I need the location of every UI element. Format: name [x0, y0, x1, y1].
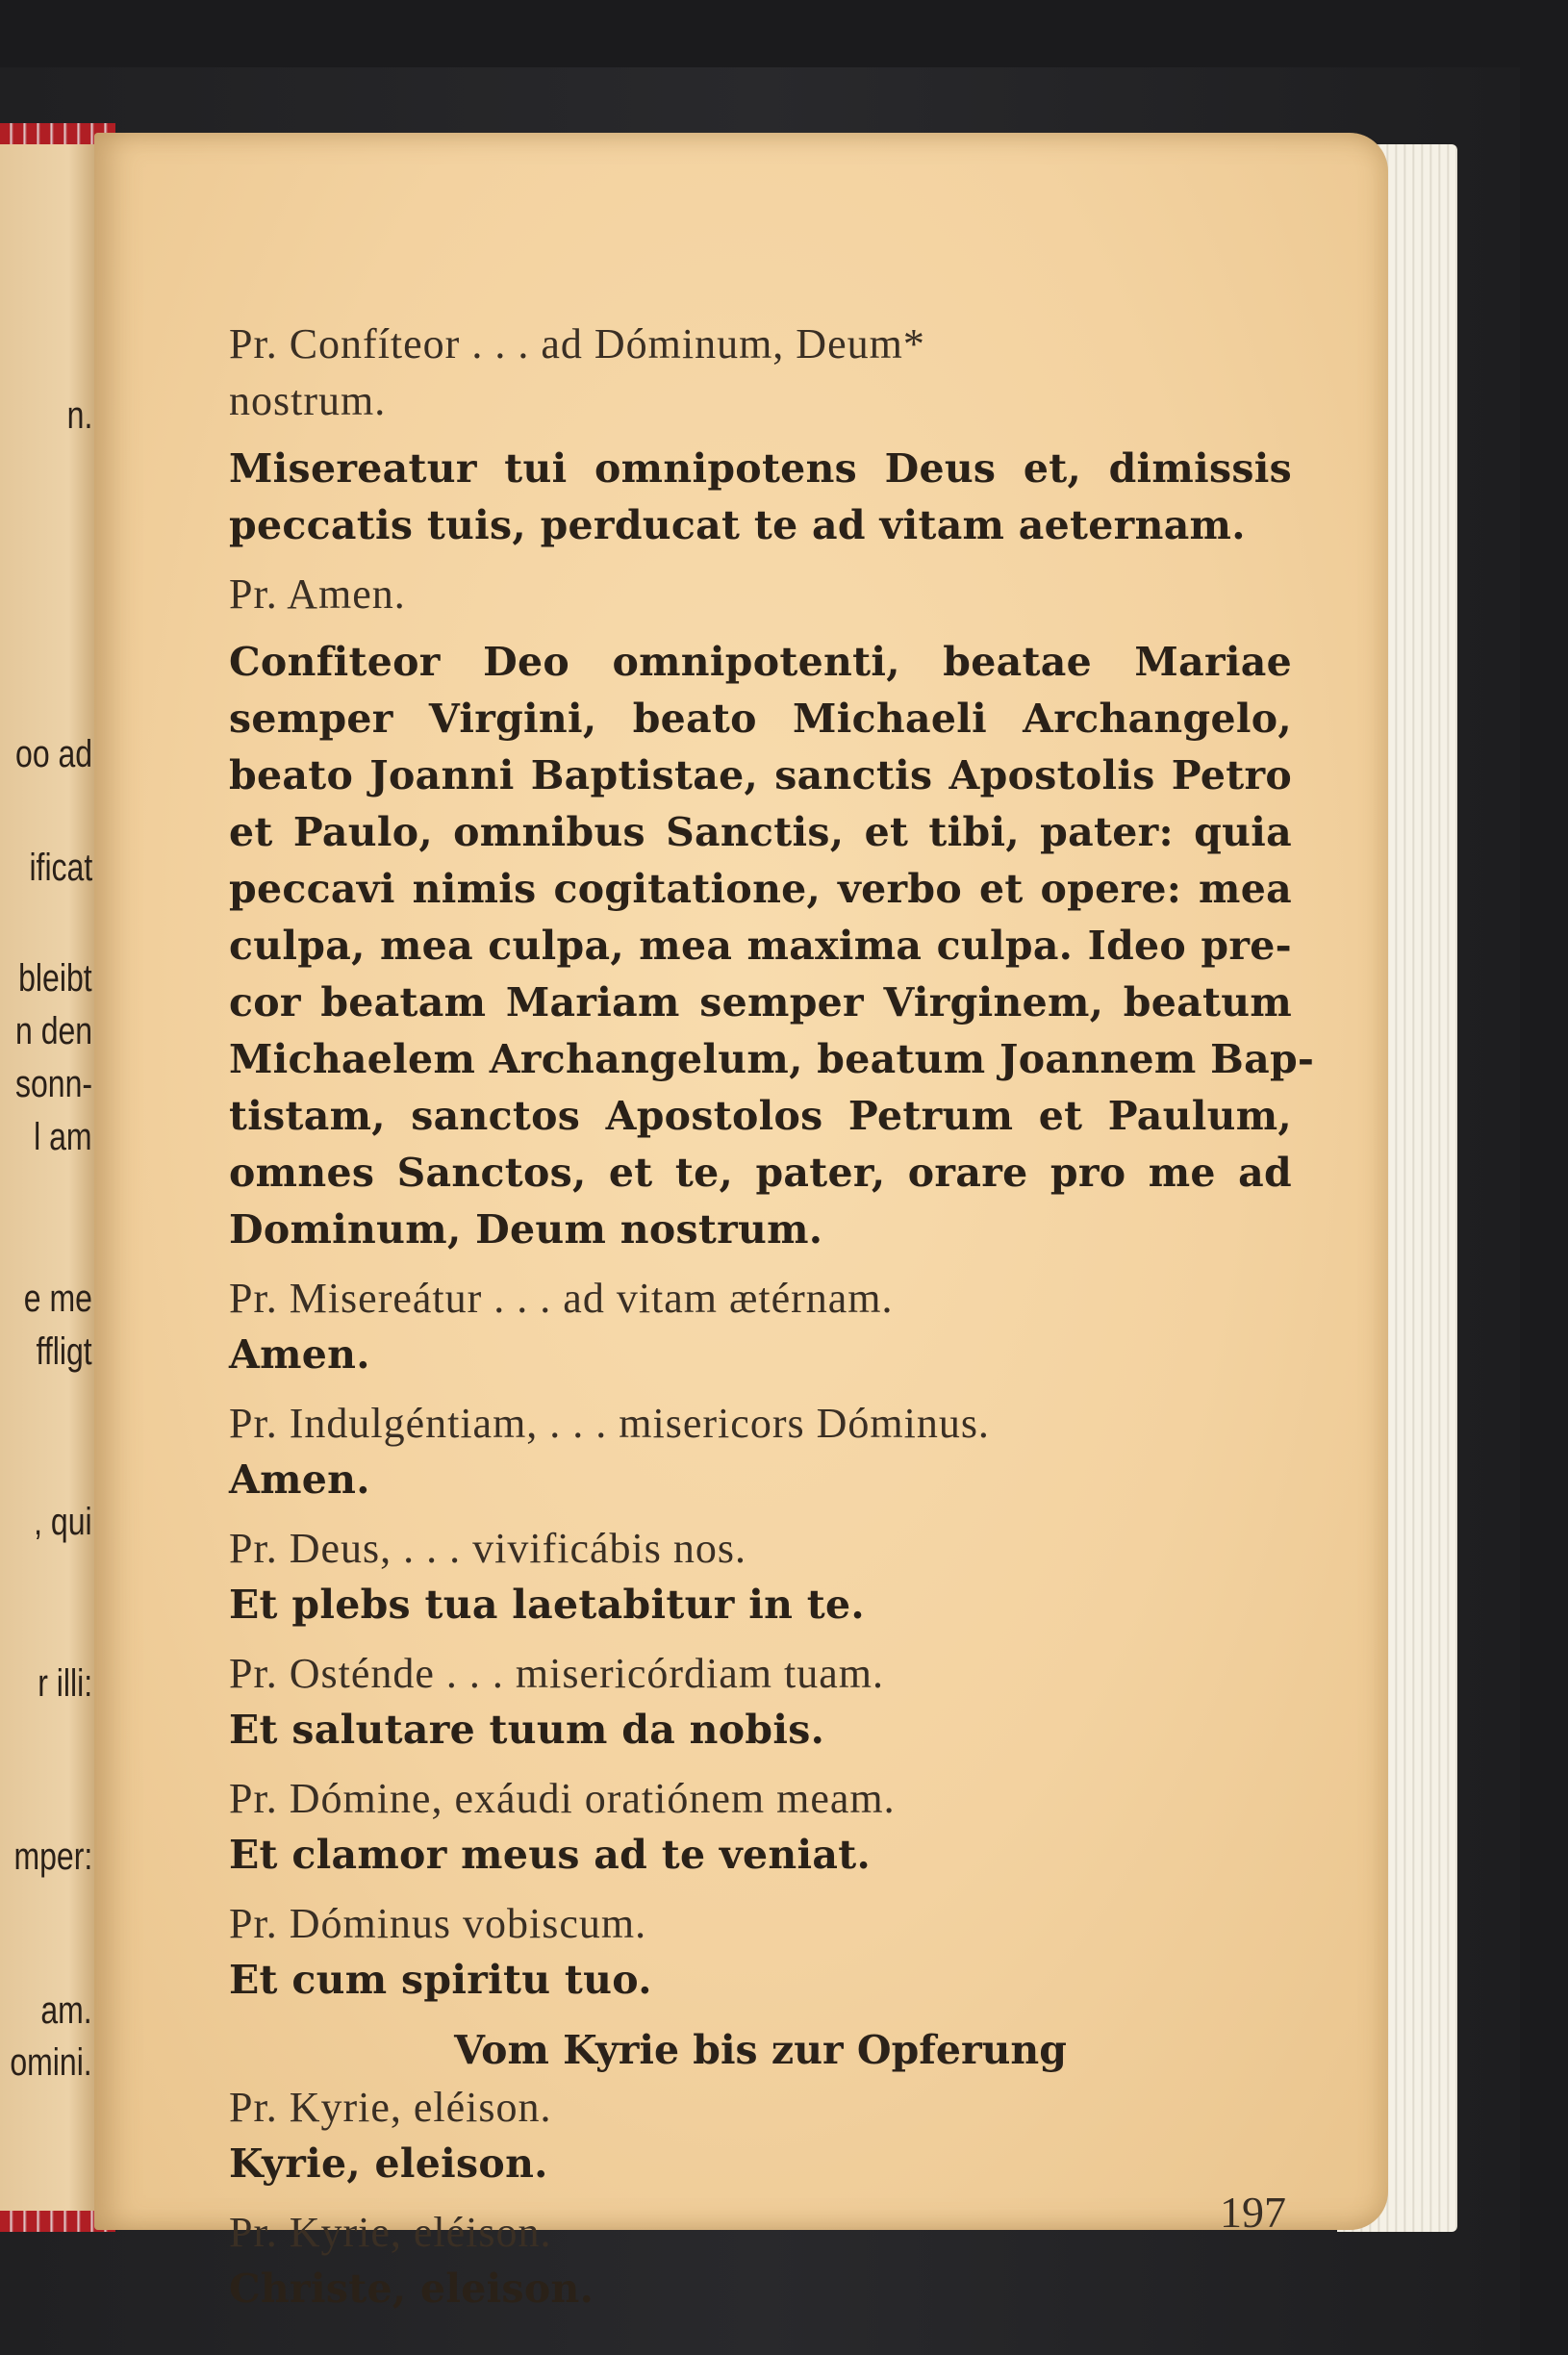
priest-line: nostrum. [229, 377, 387, 424]
response-line: tistam, sanctos Apostolos Petrum et Paulum, [229, 1093, 1292, 1139]
left-page [0, 130, 98, 2222]
priest-line: Pr. Kyrie, eléison. [229, 2084, 552, 2131]
response-line: omnes Sanctos, et te, pater, orare pro me ad [229, 1150, 1292, 1196]
response-line: Amen. [229, 1331, 370, 1378]
response-line: Et salutare tuum da nobis. [229, 1707, 825, 1753]
left-page-fragment: sonn- [14, 1063, 92, 1105]
response-line: Confiteor Deo omnipotenti, beatae Mariae [229, 639, 1292, 685]
priest-line: Pr. Deus, . . . vivificábis nos. [229, 1525, 746, 1572]
response-line: Kyrie, eleison. [229, 2140, 548, 2187]
response-line: cor beatam Mariam semper Virginem, beatum [229, 979, 1292, 1026]
response-line: Et clamor meus ad te veniat. [229, 1832, 872, 1878]
response-line: Et plebs tua laetabitur in te. [229, 1582, 865, 1628]
priest-line: Pr. Indulgéntiam, . . . misericors Dóminus. [229, 1400, 990, 1447]
left-page-fragment: , qui [34, 1501, 92, 1543]
response-line: beato Joanni Baptistae, sanctis Apostolis Petro [229, 752, 1292, 798]
left-page-fragment: mper: [13, 1836, 92, 1878]
left-page-fragment: e me [23, 1278, 92, 1320]
response-line: Dominum, Deum nostrum. [229, 1206, 823, 1253]
left-page-fragment: bleibt [18, 957, 92, 1000]
priest-line: Pr. Confíteor . . . ad Dóminum, Deum* [229, 320, 925, 367]
left-page-fragment: n. [66, 394, 92, 437]
priest-line: Pr. Misereátur . . . ad vitam ætérnam. [229, 1275, 894, 1322]
response-line: et Paulo, omnibus Sanctis, et tibi, pater: quia [229, 809, 1292, 855]
section-heading: Vom Kyrie bis zur Opferung [454, 2027, 1067, 2073]
left-page-fragment: n den [14, 1010, 92, 1052]
left-page-fragment: omini. [10, 2041, 92, 2084]
left-page-fragment: ificat [29, 847, 92, 889]
response-line: culpa, mea culpa, mea maxima culpa. Ideo pre- [229, 923, 1292, 969]
response-line: peccavi nimis cogitatione, verbo et opere: mea [229, 866, 1292, 912]
response-line: Michaelem Archangelum, beatum Joannem Bap- [229, 1036, 1315, 1082]
priest-line: Pr. Dómine, exáudi oratiónem meam. [229, 1775, 896, 1822]
page-number: 197 [1220, 2188, 1286, 2237]
left-page-fragment: ffligt [36, 1330, 92, 1373]
main-page [94, 133, 1388, 2312]
response-line: Christe, eleison. [229, 2266, 594, 2312]
priest-line: Pr. Kyrie, eléison. [229, 2209, 552, 2256]
left-page-fragment: r illi: [38, 1662, 92, 1705]
priest-line: Pr. Osténde . . . misericórdiam tuam. [229, 1650, 884, 1697]
response-line: Et cum spiritu tuo. [229, 1957, 652, 2003]
response-line: Amen. [229, 1456, 370, 1503]
priest-line: Pr. Dóminus vobiscum. [229, 1900, 647, 1947]
response-line: Misereatur tui omnipotens Deus et, dimissis [229, 445, 1292, 492]
left-page-fragment: l am [34, 1116, 92, 1158]
left-page-fragment: am. [40, 1989, 92, 2032]
response-line: peccatis tuis, perducat te ad vitam aeternam. [229, 502, 1246, 548]
response-line: semper Virgini, beato Michaeli Archangelo, [229, 696, 1292, 742]
page-text [229, 316, 1315, 2317]
priest-line: Pr. Amen. [229, 570, 406, 618]
left-page-fragment: oo ad [14, 733, 92, 775]
